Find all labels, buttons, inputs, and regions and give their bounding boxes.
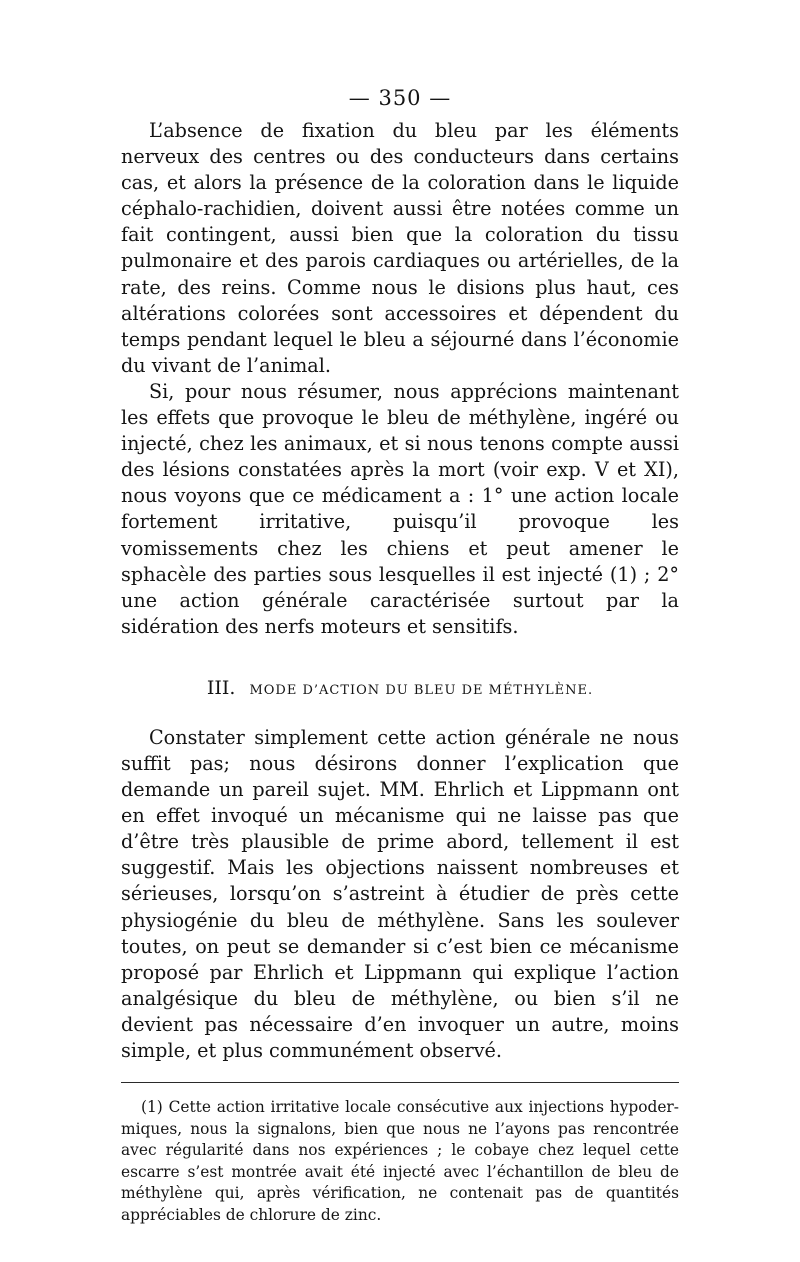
body-paragraph-2: Si, pour nous résumer, nous apprécions maintenant les effets que provoque le bleu de méthylène, ingéré ou injecté, chez les animaux, et si nous tenons compte aussi des lésions constatées après la mort (voir exp. V et XI), nous voyons que ce médicament a : 1° une action locale fortement irritative, puisqu’il provoque les vomissements chez les chiens et peut amener le sphacèle des parties sous lesquelles il est injecté (1) ; 2° une action générale caractérisée surtout par la sidération des nerfs moteurs et sensitifs. (121, 379, 679, 638)
footnote: (1) Cette action irritative locale consécutive aux injections hypodermiques, nous la signalons, bien que nous ne l’ayons pas rencontrée avec régularité dans nos expériences ; le cobaye chez lequel cette escarre s’est montrée avait été injecté avec l’échantillon de bleu de méthylène qui, après vérification, ne contenait pas de quantités appréciables de chlorure de zinc. (121, 1098, 679, 1225)
page-number: — 350 — (348, 86, 452, 110)
body-paragraph-1: L’absence de fixation du bleu par les éléments nerveux des centres ou des conducteurs dans certains cas, et alors la présence de la coloration dans le liquide céphalo-rachidien, doivent aussi être notées comme un fait contingent, aussi bien que la coloration du tissu pulmonaire et des parois cardiaques ou artérielles, de la rate, des reins. Comme nous le disions plus haut, ces altérations colorées sont accessoires et dépendent du temps pendant lequel le bleu a séjourné dans l’économie du vivant de l’animal. (121, 119, 679, 377)
footnote-divider (121, 1082, 679, 1083)
section-heading (121, 676, 679, 703)
book-page (121, 84, 679, 1227)
section-paragraph-1: Constater simplement cette action générale ne nous suffit pas; nous désirons donner l’explication que demande un pareil sujet. MM. Ehrlich et Lippmann ont en effet invoqué un mécanisme qui ne laisse pas que d’être très plausible de prime abord, tellement il est suggestif. Mais les objections naissent nombreuses et sérieuses, lorsqu’on s’astreint à étudier de près cette physiogénie du bleu de méthylène. Sans les soulever toutes, on peut se demander si c’est bien ce mécanisme proposé par Ehrlich et Lippmann qui explique l’action analgésique du bleu de méthylène, ou bien s’il ne devient pas nécessaire d’en invoquer un autre, moins simple, et plus communément observé. (121, 725, 679, 1062)
section-title: MODE D’ACTION DU BLEU DE MÉTHYLÈNE. (249, 682, 594, 698)
section-number: III. (206, 676, 236, 699)
